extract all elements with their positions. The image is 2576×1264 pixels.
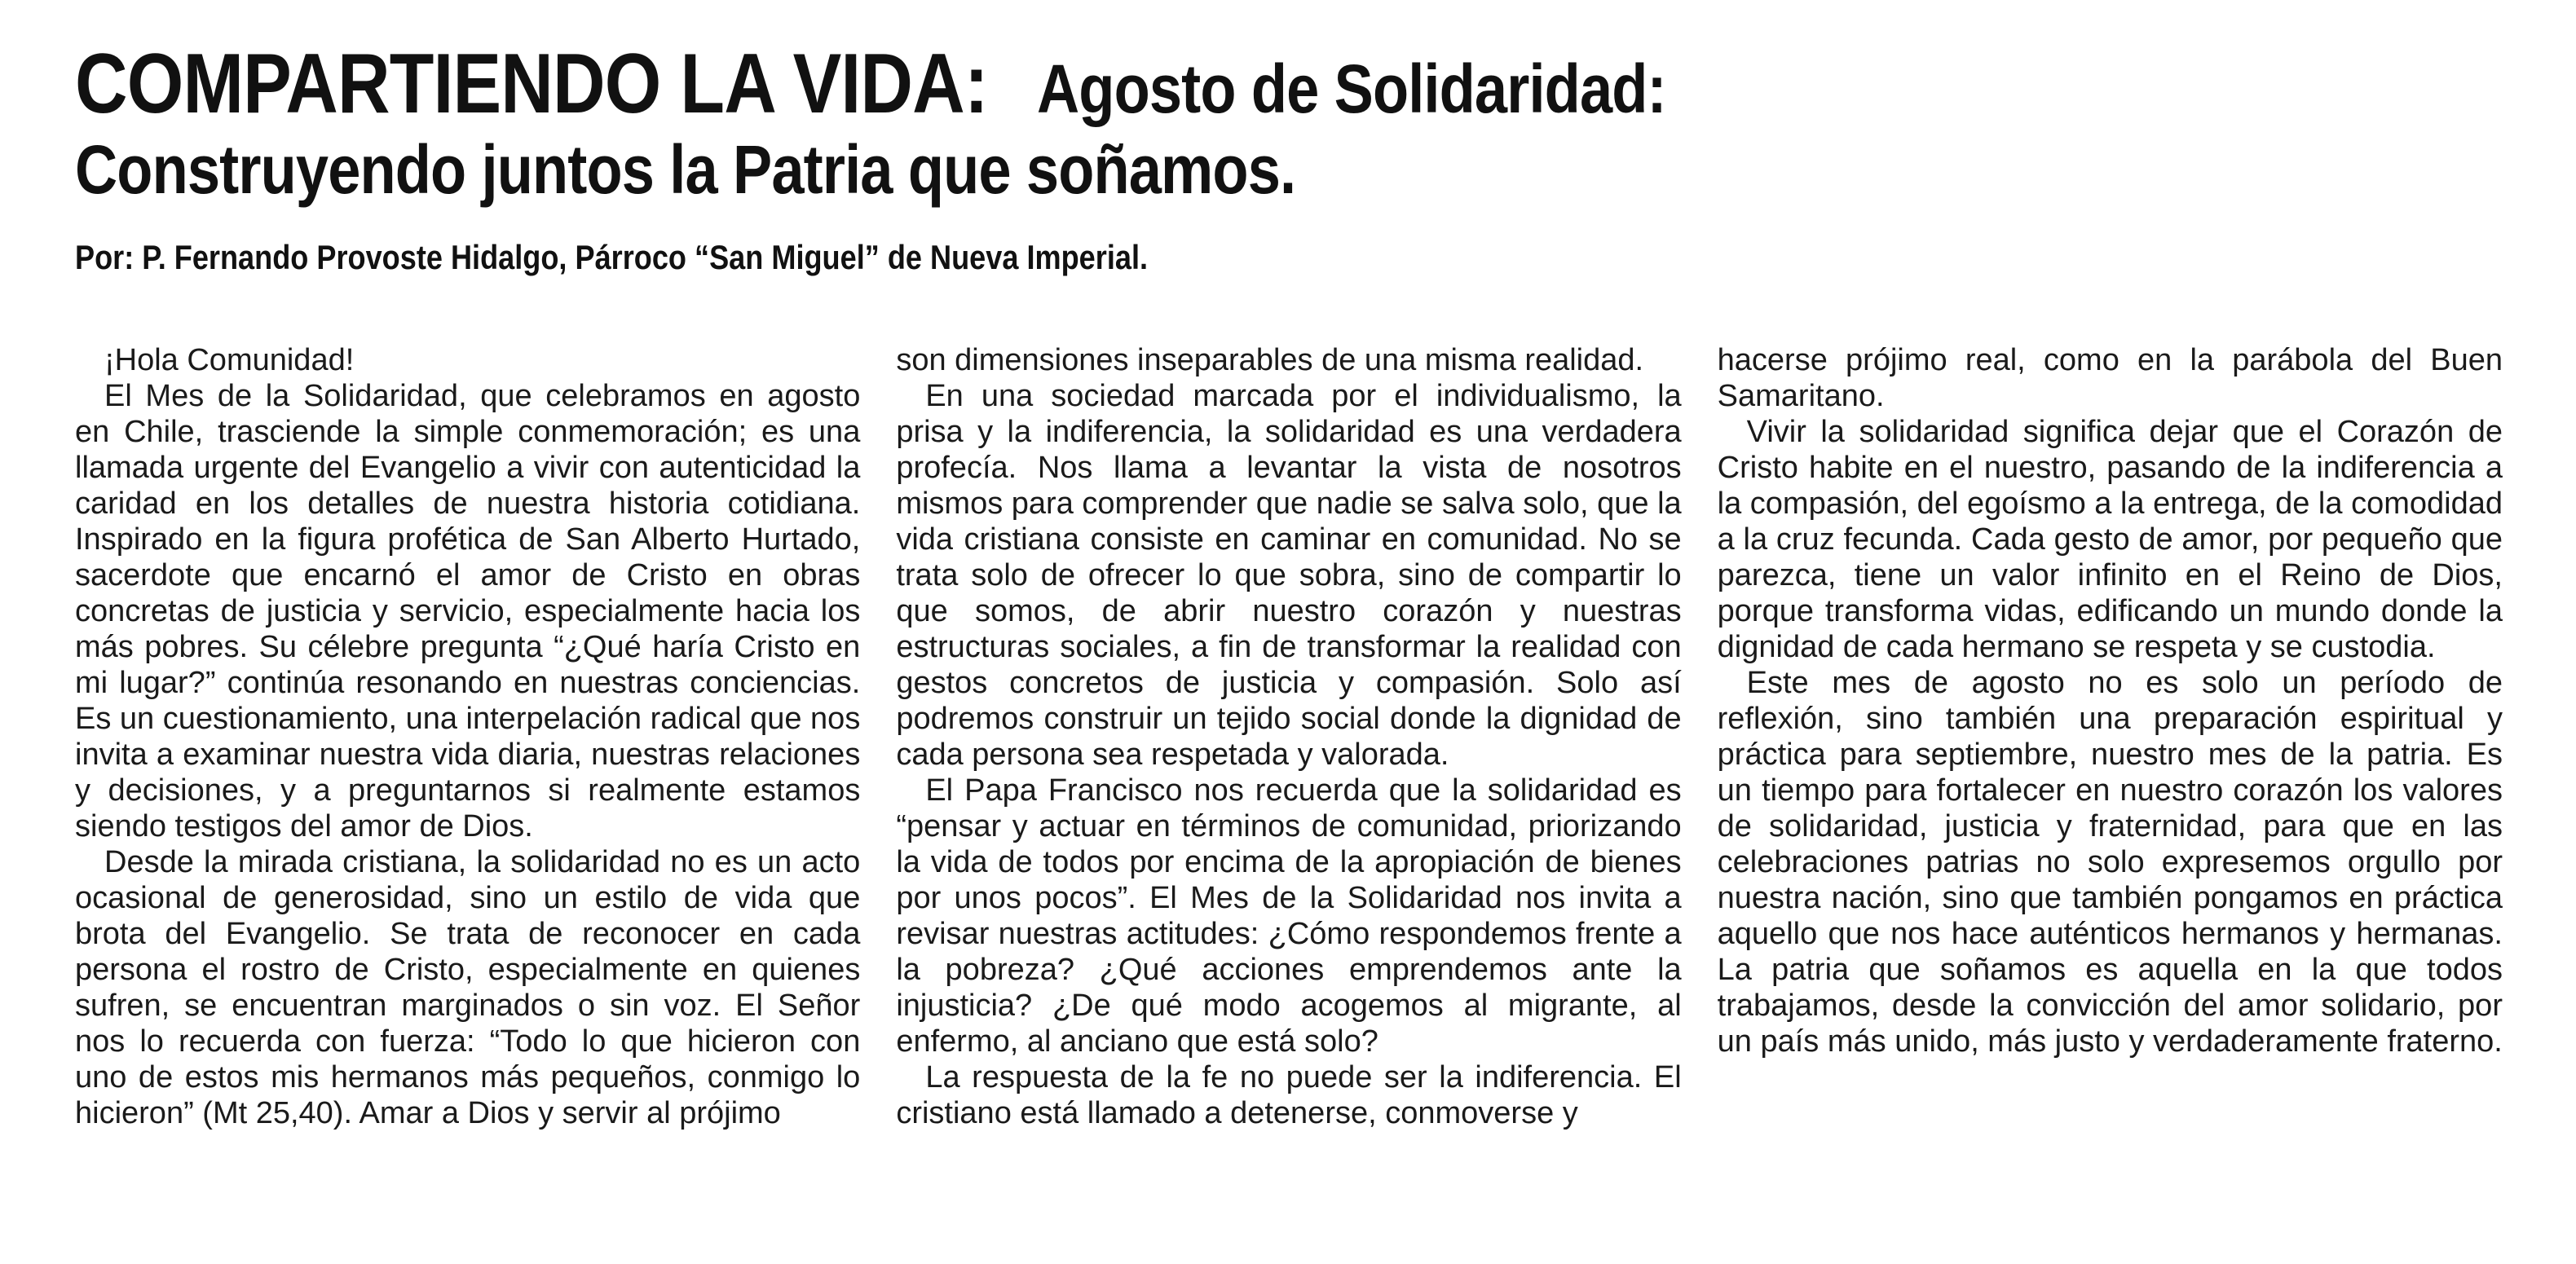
article-body [75,342,2503,1239]
article-header [75,37,2504,277]
paragraph: Vivir la solidaridad significa dejar que el Corazón de Cristo habite en el nuestro, pasando de la indiferencia a la compasión, del egoísmo a la entrega, de la comodidad a la cruz fecunda. Cada gesto de amor, por pequeño que parezca, tiene un valor infinito en el Reino de Dios, porque transforma vidas, edificando un mundo donde la dignidad de cada hermano se respeta y se custodia. [1717,415,2503,664]
column-2 [896,342,1681,1239]
byline: Por: P. Fernando Provoste Hidalgo, Párroco “San Miguel” de Nueva Imperial. [75,237,1149,276]
paragraph: En una sociedad marcada por el individualismo, la prisa y la indiferencia, la solidaridad es una verdadera profecía. Nos llama a levantar la vista de nosotros mismos para comprender que nadie se salva solo, que la vida cristiana consiste en caminar en comunidad. No se trata solo de ofrecer lo que sobra, sino de compartir lo que somos, de abrir nuestro corazón y nuestras estructuras sociales, a fin de transformar la realidad con gestos concretos de justicia y compasión. Solo así podremos construir un tejido social donde la dignidad de cada persona sea respetada y valorada. [896,379,1682,772]
column-3 [1718,342,2503,1239]
section-kicker: COMPARTIENDO LA VIDA: [75,37,988,131]
paragraph: Este mes de agosto no es solo un período de reflexión, sino también una preparación espiritual y práctica para septiembre, nuestro mes de la patria. Es un tiempo para fortalecer en nuestro corazón los valores de solidaridad, justicia y fraternidad, para que en las celebraciones patrias no solo expresemos orgullo por nuestra nación, sino que también pongamos en práctica aquello que nos hace auténticos hermanos y hermanas. La patria que soñamos es aquella en la que todos trabajamos, desde la convicción del amor solidario, por un país más unido, más justo y verdaderamente fraterno. [1717,666,2503,1059]
paragraph: Desde la mirada cristiana, la solidaridad no es un acto ocasional de generosidad, sino un estilo de vida que brota del Evangelio. Se trata de reconocer en cada persona el rostro de Cristo, especialmente en quienes sufren, se encuentran marginados o sin voz. El Señor nos lo recuerda con fuerza: “Todo lo que hicieron con uno de estos mis hermanos más pequeños, conmigo lo hicieron” (Mt 25,40). Amar a Dios y servir al prójimo [75,845,861,1130]
headline [75,37,2504,209]
paragraph: La respuesta de la fe no puede ser la indiferencia. El cristiano está llamado a detenerse, conmoverse y [896,1060,1682,1130]
paragraph: El Mes de la Solidaridad, que celebramos en agosto en Chile, trasciende la simple conmemoración; es una llamada urgente del Evangelio a vivir con autenticidad la caridad en los detalles de nuestra historia cotidiana. Inspirado en la figura profética de San Alberto Hurtado, sacerdote que encarnó el amor de Cristo en obras concretas de justicia y servicio, especialmente hacia los más pobres. Su célebre pregunta “¿Qué haría Cristo en mi lugar?” continúa resonando en nuestras conciencias. Es un cuestionamiento, una interpelación radical que nos invita a examinar nuestra vida diaria, nuestras relaciones y decisiones, y a preguntarnos si realmente estamos siendo testigos del amor de Dios. [75,379,861,843]
headline-line-1: Agosto de Solidaridad: [1036,51,1666,127]
paragraph: ¡Hola Comunidad! [104,343,355,377]
paragraph-continued: hacerse prójimo real, como en la parábola del Buen Samaritano. [1717,343,2503,413]
paragraph: El Papa Francisco nos recuerda que la solidaridad es “pensar y actuar en términos de comunidad, priorizando la vida de todos por encima de la apropiación de bienes por unos pocos”. El Mes de la Solidaridad nos invita a revisar nuestras actitudes: ¿Cómo respondemos frente a la pobreza? ¿Qué acciones emprendemos ante la injusticia? ¿De qué modo acogemos al migrante, al enfermo, al anciano que está solo? [896,773,1682,1059]
column-1 [75,342,860,1239]
paragraph-continued: son dimensiones inseparables de una misma realidad. [896,343,1644,377]
headline-line-2: Construyendo juntos la Patria que soñamos. [75,131,1296,209]
